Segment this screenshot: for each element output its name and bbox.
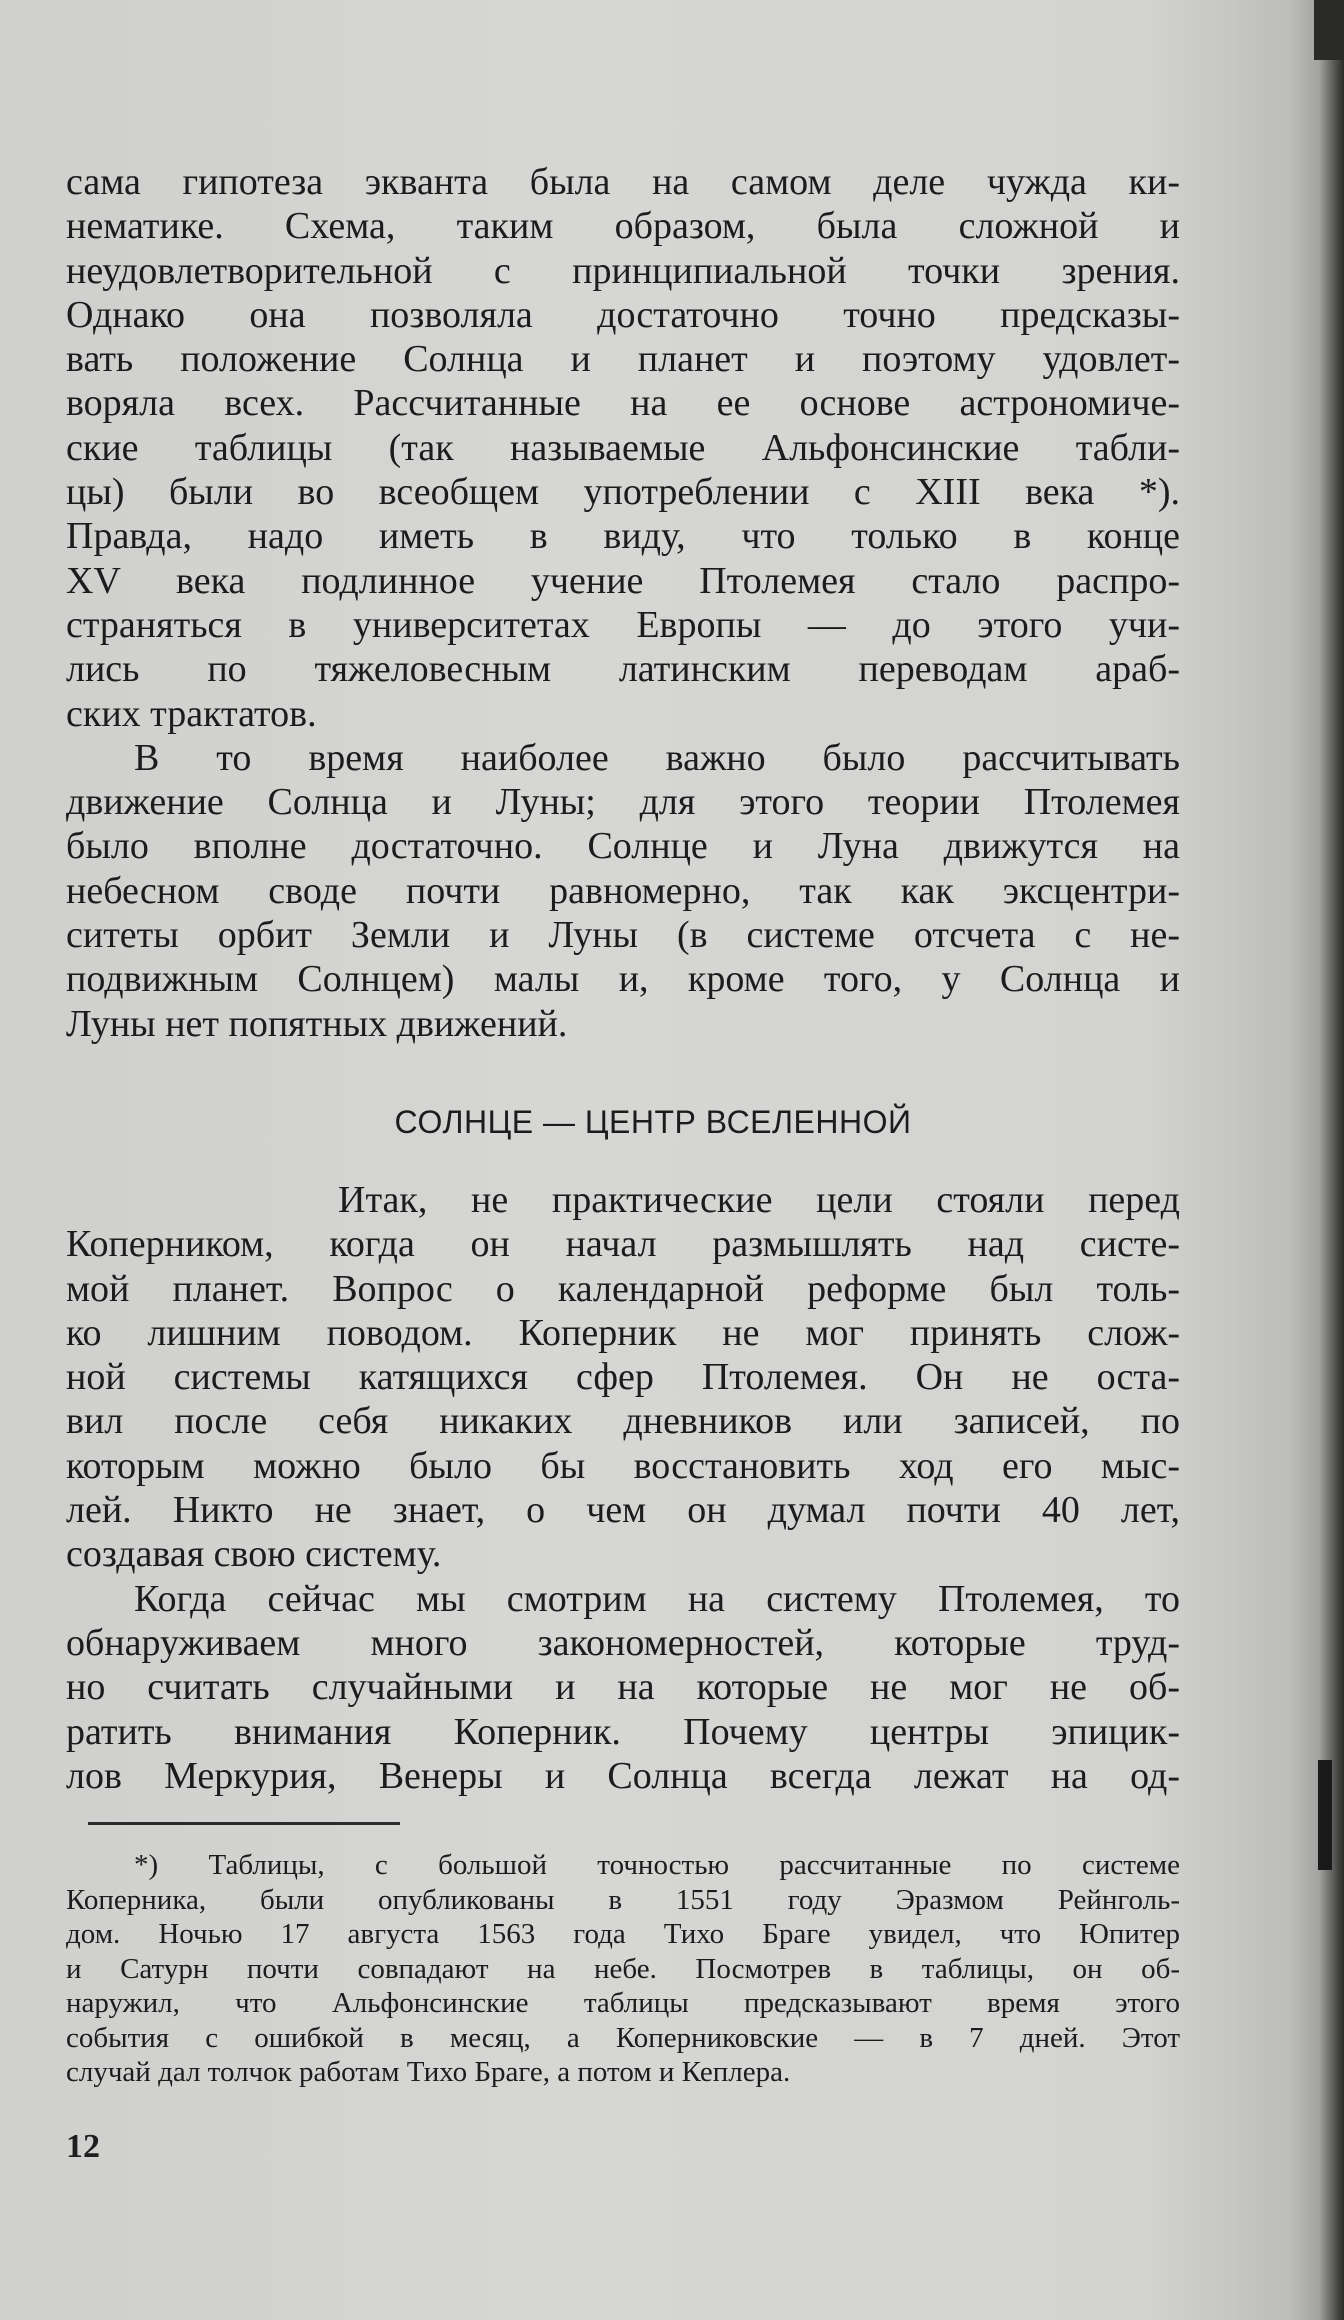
page-number: 12	[66, 2128, 100, 2165]
text-line: создавая свою систему.	[66, 1533, 442, 1576]
footnote-line: *) Таблицы, с большой точностью рассчитанные по системе	[134, 1849, 1180, 1881]
text-line: которым можно было бы восстановить ход его мыс-	[66, 1444, 1180, 1487]
text-line: цы) были во всеобщем употреблении с XIII века *).	[66, 471, 1180, 514]
footnote	[66, 1848, 1180, 2090]
section-heading: СОЛНЦЕ — ЦЕНТР ВСЕЛЕННОЙ	[394, 1103, 912, 1140]
edge-mark	[1318, 1760, 1332, 1870]
text-line: вать положение Солнца и планет и поэтому удовлет-	[66, 338, 1180, 381]
text-line: но считать случайными и на которые не мог не об-	[66, 1666, 1180, 1709]
footnote-separator	[88, 1822, 400, 1825]
text-line: неудовлетворительной с принципиальной точки зрения.	[66, 249, 1180, 292]
text-line: Коперником, когда он начал размышлять над систе-	[66, 1223, 1180, 1266]
text-line: нематике. Схема, таким образом, была сложной и	[66, 205, 1180, 248]
text-line: сама гипотеза экванта была на самом деле чужда ки-	[66, 161, 1180, 203]
text-line: движение Солнца и Луны; для этого теории Птолемея	[66, 781, 1180, 824]
footnote-line: и Сатурн почти совпадают на небе. Посмотрев в таблицы, он об-	[66, 1952, 1180, 1985]
main-text	[66, 160, 1180, 1798]
paragraph-2	[66, 736, 1180, 1046]
text-line: ских трактатов.	[66, 692, 317, 735]
text-line: подвижным Солнцем) малы и, кроме того, у Солнца и	[66, 958, 1180, 1001]
footnote-line: события с ошибкой в месяц, а Коперниковские — в 7 дней. Этот	[66, 2021, 1180, 2054]
footnote-line: дом. Ночью 17 августа 1563 года Тихо Браге увидел, что Юпитер	[66, 1918, 1180, 1950]
text-line: Когда сейчас мы смотрим на систему Птолемея, то	[134, 1577, 1180, 1620]
text-line: XV века подлинное учение Птолемея стало распро-	[66, 559, 1180, 602]
text-line: обнаруживаем много закономерностей, которые труд-	[66, 1621, 1180, 1664]
text-line: лов Меркурия, Венеры и Солнца всегда лежат на од-	[66, 1754, 1180, 1797]
text-line: ко лишним поводом. Коперник не мог принять слож-	[66, 1311, 1180, 1354]
text-line: ратить внимания Коперник. Почему центры эпицик-	[66, 1710, 1180, 1753]
text-line: воряла всех. Рассчитанные на ее основе астрономиче-	[66, 382, 1180, 425]
text-line: было вполне достаточно. Солнце и Луна движутся на	[66, 825, 1180, 868]
text-line: небесном своде почти равномерно, так как эксцентри-	[66, 869, 1180, 912]
text-line: Правда, надо иметь в виду, что только в конце	[66, 515, 1180, 558]
text-line: Луны нет попятных движений.	[66, 1002, 568, 1045]
paragraph-3	[66, 1178, 1180, 1577]
text-line: мой планет. Вопрос о календарной реформе был толь-	[66, 1267, 1180, 1310]
paragraph-1	[66, 160, 1180, 736]
text-line: лись по тяжеловесным латинским переводам араб-	[66, 648, 1180, 691]
footnote-line: случай дал толчок работам Тихо Браге, а потом и Кеплера.	[66, 2056, 791, 2088]
text-line: вил после себя никаких дневников или записей, по	[66, 1400, 1180, 1443]
footnote-line: Коперника, были опубликованы в 1551 году Эразмом Рейнголь-	[66, 1883, 1180, 1916]
text-line: Однако она позволяла достаточно точно предсказы-	[66, 293, 1180, 336]
corner-shadow	[1314, 0, 1344, 60]
text-line: страняться в университетах Европы — до этого учи-	[66, 603, 1180, 646]
text-line: ситеты орбит Земли и Луны (в системе отсчета с не-	[66, 914, 1180, 957]
footnote-line: наружил, что Альфонсинские таблицы предсказывают время этого	[66, 1987, 1180, 2019]
text-line: ские таблицы (так называемые Альфонсинские табли-	[66, 426, 1180, 469]
page-spine-shadow	[1318, 0, 1344, 2320]
text-line: лей. Никто не знает, о чем он думал почти 40 лет,	[66, 1489, 1180, 1532]
text-line: В то время наиболее важно было рассчитывать	[134, 736, 1180, 779]
text-line: Итак, не практические цели стояли перед	[338, 1178, 1180, 1221]
paragraph-4	[66, 1577, 1180, 1798]
text-line: ной системы катящихся сфер Птолемея. Он не оста-	[66, 1356, 1180, 1399]
